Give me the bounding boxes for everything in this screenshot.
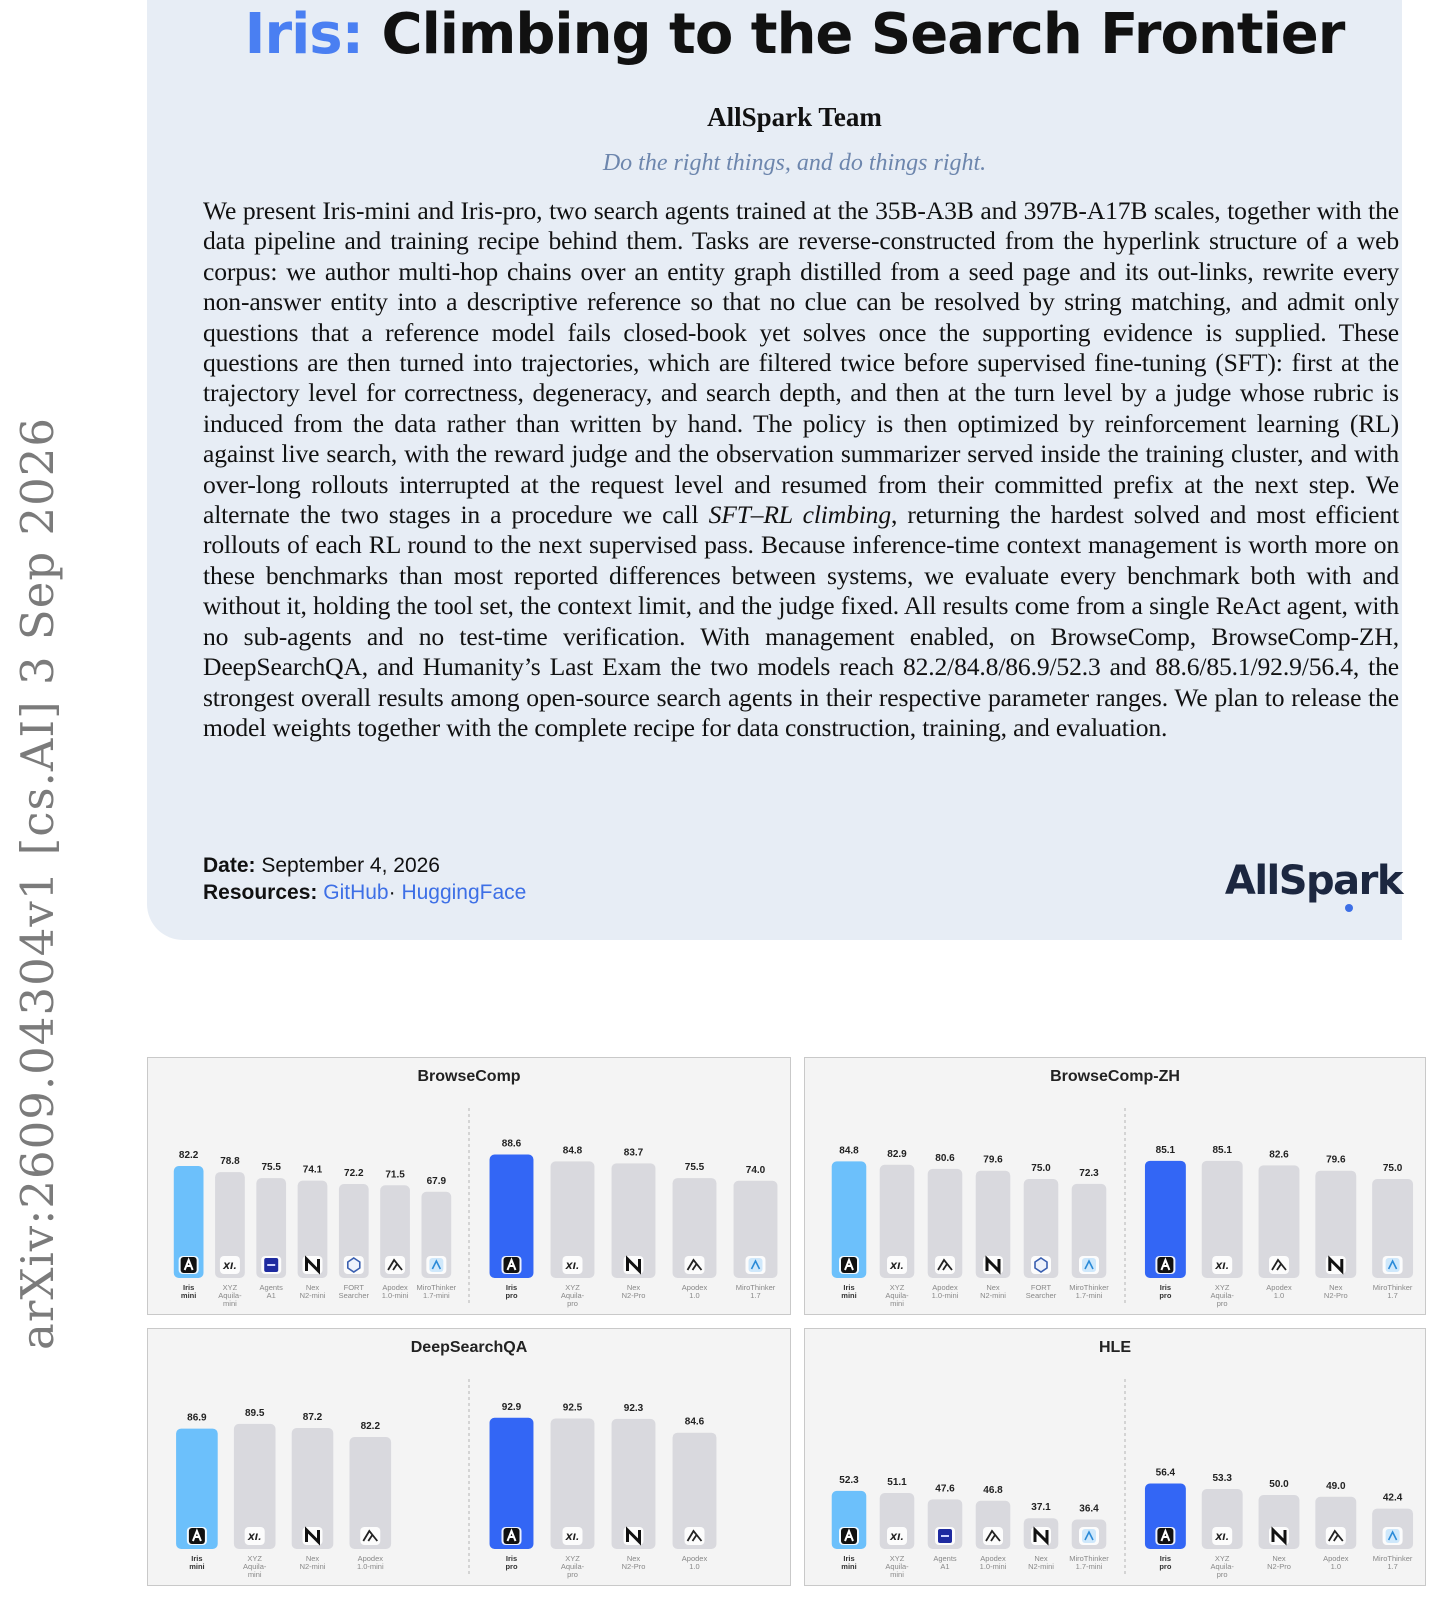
bar-icon: [563, 1256, 583, 1274]
bar-category-label: N2-mini: [299, 1291, 326, 1300]
author-line: AllSpark Team: [707, 102, 882, 132]
bar-category-label: Apodex: [1323, 1554, 1349, 1563]
bar-icon: [1326, 1256, 1346, 1274]
bar-category-label: 1.7: [1387, 1562, 1398, 1571]
bar-category-label: pro: [505, 1562, 518, 1571]
bar-category-label: 1.7: [1387, 1291, 1398, 1300]
bar-value-label: 75.5: [684, 1162, 705, 1174]
bar-icon: [385, 1256, 405, 1274]
bar-category-label: N2-mini: [980, 1291, 1006, 1300]
bar-category-label: A1: [940, 1562, 950, 1571]
bar-category-label: Aquila-: [885, 1291, 909, 1300]
bar-category-label: Aquila-: [243, 1562, 267, 1571]
abstract-text: We present Iris-mini and Iris-pro, two search agents trained at the 35B-A3B and 397B-A17B scales, together with the data pipeline and training recipe behind them. Tasks are reverse-constructed from the hyperlink structure of a web corpus: we author multi-hop chains over an entity graph distilled from a seed page and its out-links, rewrite every non-answer entity into a descriptive reference so that no clue can be resolved by string matching, and admit only questions that a reference model fails closed-book yet solves once the supporting evidence is supplied. These questions are then turned into trajectories, which are filtered twice before supervised fine-tuning (SFT): first at the trajectory level for correctness, degeneracy, and search depth, and then at the turn level by a judge whose rubric is induced from the data rather than written by hand. The policy is then optimized by reinforcement learning (RL) against live search, with the reward judge and the observation summarizer served inside the training cluster, and with over-long rollouts interrupted at the request level and resumed from their committed prefix at the next step. We alternate the two stages in a procedure we call: [203, 196, 1399, 530]
bar-category-label: pro: [1159, 1291, 1172, 1300]
bar-value-label: 88.6: [501, 1138, 522, 1150]
bar-category-label: mini: [247, 1570, 262, 1579]
bar-category-label: Apodex: [681, 1554, 708, 1563]
bar-category-label: Iris: [191, 1554, 203, 1563]
bar-value-label: 75.0: [1031, 1163, 1051, 1174]
bar-category-label: Iris: [505, 1283, 518, 1292]
bar-value-label: 53.3: [1212, 1473, 1232, 1485]
bar-value-label: 78.8: [220, 1156, 240, 1168]
bar-category-label: 1.0-mini: [381, 1291, 409, 1300]
bar-value-label: 52.3: [839, 1474, 859, 1486]
bar-icon: [1212, 1256, 1232, 1274]
bar-value-label: 85.1: [1155, 1144, 1176, 1156]
bar-category-label: pro: [1216, 1299, 1228, 1308]
logo-text: AllSpark: [1224, 858, 1402, 904]
xyz-logo-icon: XI.: [890, 1533, 904, 1543]
bar-icon: [746, 1256, 766, 1274]
xyz-logo-icon: XI.: [223, 1262, 237, 1272]
bar-category-label: Agents: [933, 1554, 957, 1563]
bar-icon: [1326, 1527, 1346, 1545]
bar-category-label: N2-Pro: [621, 1562, 646, 1571]
bar-icon: [1212, 1527, 1232, 1545]
abstract-emphasis: SFT–RL climbing: [708, 500, 891, 530]
bar-category-label: MiroThinker: [1372, 1554, 1413, 1563]
chart-browsecomp: [147, 1057, 791, 1315]
bar-icon: [563, 1527, 583, 1545]
bar-value-label: 47.6: [935, 1483, 955, 1495]
xyz-logo-icon: XI.: [247, 1533, 262, 1543]
bar-icon: [344, 1256, 364, 1274]
huggingface-link[interactable]: HuggingFace: [401, 881, 527, 904]
date-line: [203, 852, 526, 879]
chart-hle: [804, 1328, 1426, 1586]
bar-icon: [1079, 1527, 1099, 1545]
chart-browsecomp-plot: [148, 1058, 790, 1314]
bar-category-label: Apodex: [382, 1283, 408, 1292]
allspark-logo: [1222, 858, 1402, 904]
bar-value-label: 72.2: [344, 1168, 364, 1180]
bar-icon: [502, 1527, 522, 1545]
bar-icon: [1383, 1256, 1403, 1274]
bar-value-label: 49.0: [1326, 1480, 1346, 1492]
bar-value-label: 72.3: [1079, 1167, 1099, 1179]
bar-icon: [839, 1527, 859, 1545]
bar-value-label: 92.3: [623, 1402, 644, 1414]
bar-value-label: 92.9: [501, 1401, 522, 1413]
bar-category-label: MiroThinker: [416, 1283, 457, 1292]
bar-category-label: MiroThinker: [1372, 1283, 1413, 1292]
bar-value-label: 82.2: [360, 1421, 381, 1433]
bar-value-label: 74.0: [745, 1164, 766, 1176]
bar-category-label: Apodex: [681, 1283, 708, 1292]
bar-category-label: Iris: [183, 1283, 195, 1292]
date-value: September 4, 2026: [261, 854, 440, 877]
bar-category-label: MiroThinker: [735, 1283, 776, 1292]
bar-category-label: Nex: [305, 1283, 320, 1292]
bar-icon: [303, 1527, 323, 1545]
bar-icon: [220, 1256, 240, 1274]
resources-line: [203, 879, 526, 906]
bar-value-label: 84.8: [839, 1145, 859, 1157]
bar-value-label: 82.9: [887, 1148, 907, 1160]
bar-category-label: Iris: [1159, 1554, 1172, 1563]
bar-icon: [685, 1256, 705, 1274]
bar-category-label: Aquila-: [885, 1562, 909, 1571]
bar-value-label: 56.4: [1155, 1467, 1176, 1479]
bar-icon: [1269, 1256, 1289, 1274]
bar-category-label: mini: [223, 1299, 237, 1308]
bar-category-label: Aquila-: [560, 1291, 585, 1300]
bar-category-label: 1.7: [750, 1291, 761, 1300]
bar-category-label: N2-Pro: [621, 1291, 646, 1300]
paper-title: [147, 0, 1442, 70]
bar-category-label: Nex: [986, 1283, 1000, 1292]
bar-category-label: MiroThinker: [1069, 1283, 1109, 1292]
bar-icon: [624, 1256, 644, 1274]
chart-deepsearchqa: [147, 1328, 791, 1586]
bar-category-label: mini: [189, 1562, 205, 1571]
bar-category-label: Iris: [505, 1554, 518, 1563]
bar-category-label: mini: [841, 1291, 857, 1300]
bar-category-label: XYZ: [889, 1283, 905, 1292]
bar-value-label: 87.2: [302, 1412, 323, 1424]
bar-icon: [935, 1527, 955, 1545]
chart-title: DeepSearchQA: [410, 1339, 528, 1356]
bar-icon: [1031, 1256, 1051, 1274]
bar-icon: [1079, 1256, 1099, 1274]
bar-value-label: 89.5: [244, 1407, 265, 1419]
bar-value-label: 92.5: [562, 1402, 583, 1414]
bar-icon: [839, 1256, 859, 1274]
chart-browsecomp-zh: [804, 1057, 1426, 1315]
bar-icon: [1155, 1256, 1175, 1274]
bar-icon: [685, 1527, 705, 1545]
bar-icon: [983, 1256, 1003, 1274]
bar-icon: [245, 1527, 265, 1545]
chart-title: HLE: [1099, 1339, 1131, 1356]
header-panel: [147, 0, 1402, 940]
bar-category-label: XYZ: [222, 1283, 238, 1292]
bar-category-label: XYZ: [247, 1554, 262, 1563]
bar-category-label: mini: [890, 1570, 904, 1579]
bar-icon: [624, 1527, 644, 1545]
arxiv-identifier: arXiv:2609.04304v1 [cs.AI] 3 Sep 2026: [11, 416, 64, 1350]
bar-icon: [983, 1527, 1003, 1545]
bar-category-label: Agents: [259, 1283, 283, 1292]
resources-separator: ·: [388, 881, 396, 904]
bar-category-label: N2-mini: [299, 1562, 326, 1571]
bar-value-label: 80.6: [935, 1152, 955, 1164]
bar-value-label: 50.0: [1269, 1479, 1289, 1490]
bar-category-label: FORT: [1030, 1283, 1052, 1292]
bar-category-label: Apodex: [357, 1554, 384, 1563]
xyz-logo-icon: XI.: [1215, 1533, 1230, 1543]
bar-value-label: 74.1: [302, 1164, 323, 1176]
bar-category-label: XYZ: [1214, 1283, 1230, 1292]
chart-deepsearchqa-plot: [148, 1329, 790, 1585]
bar-value-label: 67.9: [426, 1175, 447, 1187]
bar-category-label: 1.0: [1273, 1291, 1285, 1300]
bar-category-label: 1.0-mini: [979, 1562, 1007, 1571]
bar-value-label: 84.6: [684, 1416, 705, 1428]
bar-value-label: 51.1: [887, 1477, 907, 1489]
bar-category-label: Aquila-: [218, 1291, 242, 1300]
bar-value-label: 85.1: [1212, 1144, 1232, 1156]
bar-category-label: XYZ: [889, 1554, 905, 1563]
bar-category-label: mini: [180, 1291, 197, 1300]
bar-category-label: 1.7-mini: [423, 1291, 450, 1300]
xyz-logo-icon: XI.: [565, 1262, 580, 1272]
bar-icon: [426, 1256, 446, 1274]
bar-category-label: N2-Pro: [1323, 1291, 1348, 1300]
bar-icon: [187, 1527, 207, 1545]
bar-value-label: 36.4: [1079, 1503, 1099, 1515]
chart-hle-plot: [805, 1329, 1425, 1585]
bar-category-label: pro: [567, 1299, 578, 1308]
bar-category-label: A1: [266, 1291, 276, 1300]
bar-category-label: Iris: [843, 1554, 855, 1563]
bar-category-label: 1.0: [689, 1291, 700, 1300]
bar-category-label: Apodex: [932, 1283, 958, 1292]
bar-value-label: 42.4: [1382, 1492, 1403, 1504]
bar-category-label: Aquila-: [560, 1562, 585, 1571]
fort-logo-icon: [348, 1258, 360, 1272]
xyz-logo-icon: XI.: [1215, 1262, 1230, 1272]
bar-category-label: pro: [505, 1291, 518, 1300]
bar-category-label: 1.0-mini: [931, 1291, 959, 1300]
fort-logo-icon: [1035, 1258, 1047, 1272]
bar-category-label: MiroThinker: [1069, 1554, 1109, 1563]
date-label: Date:: [203, 854, 256, 877]
bar-value-label: 37.1: [1031, 1502, 1051, 1514]
bar-icon: [935, 1256, 955, 1274]
bar-category-label: N2-Pro: [1267, 1562, 1291, 1571]
bar-category-label: Nex: [626, 1554, 641, 1563]
bar-value-label: 83.7: [623, 1147, 644, 1159]
bar-icon: [179, 1256, 199, 1274]
bar-category-label: mini: [841, 1562, 857, 1571]
resources-label: Resources:: [203, 881, 318, 904]
bar-category-label: 1.0: [1330, 1562, 1342, 1571]
bar-category-label: N2-mini: [1028, 1562, 1054, 1571]
github-link[interactable]: GitHub: [323, 881, 389, 904]
bar-value-label: 86.9: [187, 1412, 207, 1424]
bar-category-label: 1.7-mini: [1075, 1291, 1103, 1300]
bar-value-label: 79.6: [983, 1154, 1003, 1166]
bar-category-label: Nex: [626, 1283, 641, 1292]
chart-title: BrowseComp-ZH: [1050, 1068, 1180, 1085]
bar-value-label: 79.6: [1326, 1154, 1346, 1166]
bar-category-label: Iris: [843, 1283, 855, 1292]
bar-icon: [887, 1256, 907, 1274]
motto: Do the right things, and do things right.: [602, 150, 987, 176]
bar-value-label: 82.6: [1269, 1149, 1289, 1161]
bar-category-label: 1.0: [689, 1562, 700, 1571]
bar-category-label: XYZ: [565, 1554, 580, 1563]
bar-icon: [1383, 1527, 1403, 1545]
bar-icon: [1031, 1527, 1051, 1545]
bar-category-label: XYZ: [1214, 1554, 1230, 1563]
abstract: [203, 196, 1399, 743]
bar-icon: [1155, 1527, 1175, 1545]
bar-category-label: mini: [890, 1299, 904, 1308]
bar-icon: [887, 1527, 907, 1545]
bar-category-label: Iris: [1159, 1283, 1172, 1292]
bar-icon: [261, 1256, 281, 1274]
bar-category-label: FORT: [343, 1283, 364, 1292]
title-highlight: Iris:: [244, 2, 363, 67]
bar-icon: [502, 1256, 522, 1274]
bar-category-label: Aquila-: [1210, 1562, 1234, 1571]
xyz-logo-icon: XI.: [565, 1533, 580, 1543]
bar-category-label: Searcher: [338, 1291, 370, 1300]
bar-icon: [360, 1527, 380, 1545]
chart-title: BrowseComp: [417, 1068, 521, 1085]
bar-category-label: pro: [1159, 1562, 1172, 1571]
title-rest: Climbing to the Search Frontier: [381, 2, 1345, 67]
bar-value-label: 82.2: [178, 1150, 199, 1162]
bar-category-label: XYZ: [565, 1283, 580, 1292]
logo-dot: [1345, 904, 1353, 912]
xyz-logo-icon: XI.: [890, 1262, 904, 1272]
meta-info: [203, 852, 526, 906]
bar-category-label: 1.7-mini: [1075, 1562, 1103, 1571]
bar-category-label: Nex: [1329, 1283, 1343, 1292]
bar-value-label: 75.0: [1382, 1163, 1403, 1174]
bar-category-label: Aquila-: [1210, 1291, 1234, 1300]
bar-category-label: pro: [567, 1570, 578, 1579]
bar-icon: [303, 1256, 323, 1274]
bar-value-label: 84.8: [562, 1145, 583, 1157]
bar-category-label: Nex: [1272, 1554, 1286, 1563]
chart-browsecomp-zh-plot: [805, 1058, 1425, 1314]
bar-category-label: Nex: [1034, 1554, 1048, 1563]
bar-category-label: Apodex: [980, 1554, 1006, 1563]
bar-category-label: Nex: [305, 1554, 320, 1563]
bar-category-label: pro: [1216, 1570, 1228, 1579]
bar-category-label: 1.0-mini: [356, 1562, 384, 1571]
bar-icon: [1269, 1527, 1289, 1545]
bar-value-label: 46.8: [983, 1484, 1003, 1496]
bar-value-label: 75.5: [261, 1162, 281, 1174]
bar-category-label: Searcher: [1025, 1291, 1057, 1300]
bar-category-label: Apodex: [1266, 1283, 1292, 1292]
abstract-text-end: , returning the hardest solved and most efficient rollouts of each RL round to the next supervised pass. Because inference-time context management is worth more on these benchmarks than most reported differences between systems, we evaluate every benchmark both with and without it, holding the tool set, the context limit, and the judge fixed. All results come from a single ReAct agent, with no sub-agents and no test-time verification. With management enabled, on BrowseComp, BrowseComp-ZH, DeepSearchQA, and Humanity’s Last Exam the two models reach 82.2/84.8/86.9/52.3 and 88.6/85.1/92.9/56.4, the strongest overall results among open-source search agents in their respective parameter ranges. We plan to release the model weights together with the complete recipe for data construction, training, and evaluation.: [203, 500, 1399, 742]
bar-value-label: 71.5: [385, 1169, 405, 1181]
